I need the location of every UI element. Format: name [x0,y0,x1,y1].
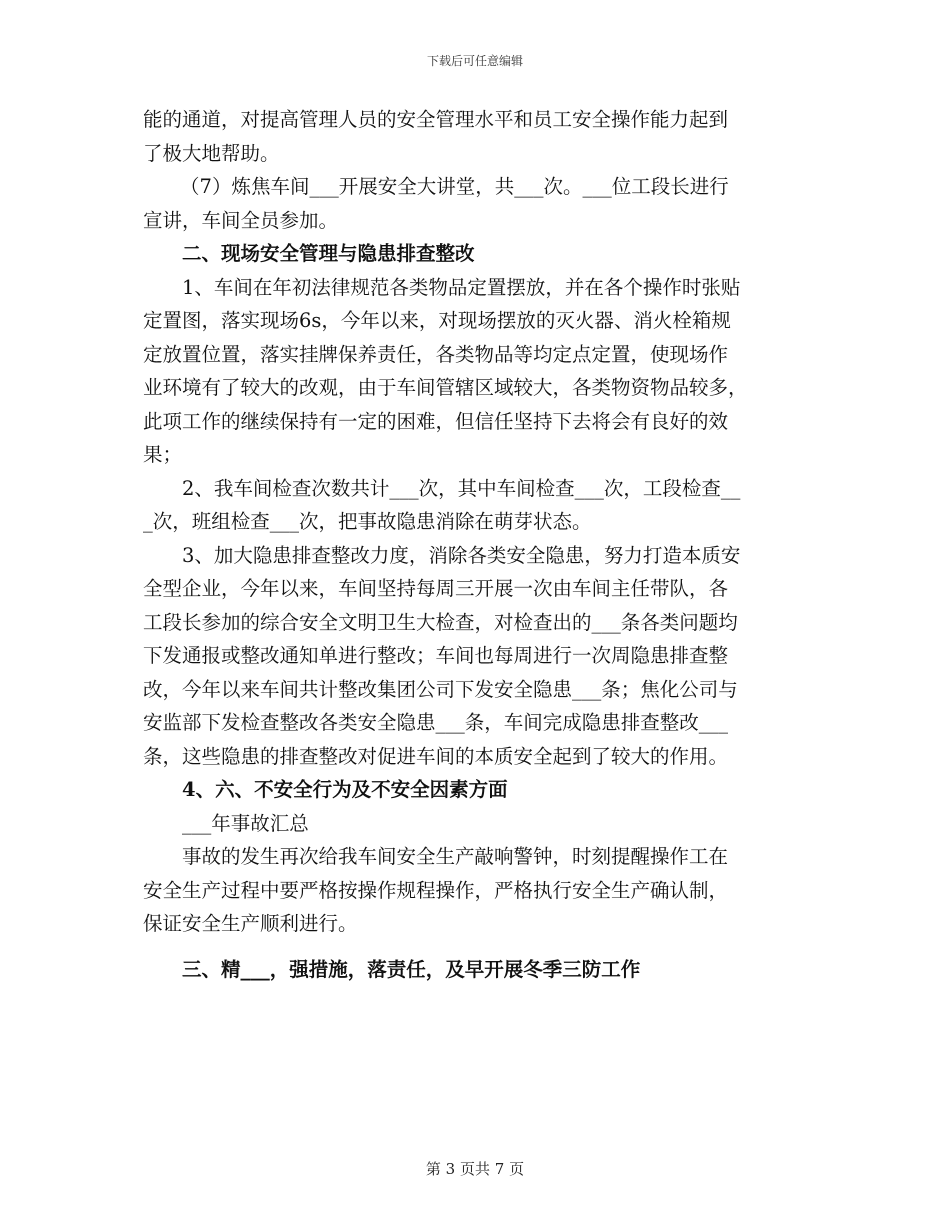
text-line: （7）炼焦车间___开展安全大讲堂，共___次。___位工段长进行 [180,175,729,198]
text-line: 全型企业，今年以来，车间坚持每周三开展一次由车间主任带队，各 [143,577,729,600]
paragraph-8 [143,840,803,941]
heading-line: 4、六、不安全行为及不安全因素方面 [182,778,508,801]
text-line: 保证安全生产顺利进行。 [143,912,358,935]
text-line: 能的通道，对提高管理人员的安全管理水平和员工安全操作能力起到 [143,108,729,131]
page-header: 下载后可任意编辑 [426,54,523,68]
text-line: ___年事故汇总 [182,811,309,835]
paragraph-3 [143,271,803,472]
text-line: 安监部下发检查整改各类安全隐患___条，车间完成隐患排查整改___ [143,711,729,734]
text-line: 工段长参加的综合安全文明卫生大检查，对检查出的___条各类问题均 [143,610,738,634]
text-line: 1、车间在年初法律规范各类物品定置摆放，并在各个操作时张贴 [182,275,741,299]
text-line: 下发通报或整改通知单进行整改；车间也每周进行一次周隐患排查整 [143,644,729,667]
paragraph-7 [143,807,803,841]
section-heading-6 [143,773,803,807]
text-line: 果； [143,443,183,466]
text-line: 定放置位置，落实挂牌保养责任，各类物品等均定点定置，使现场作 [143,342,729,366]
document-body [143,103,803,986]
text-line: _次，班组检查___次，把事故隐患消除在萌芽状态。 [143,510,592,533]
paragraph-4 [143,472,803,539]
text-line: 定置图，落实现场6s，今年以来，对现场摆放的灭火器、消火栓箱规 [143,309,731,332]
text-line: 业环境有了较大的改观，由于车间管辖区域较大，各类物资物品较多， [143,376,748,399]
paragraph-1 [143,103,803,170]
text-line: 2、我车间检查次数共计___次，其中车间检查___次，工段检查__ [182,476,741,500]
heading-line: 二、现场安全管理与隐患排查整改 [182,242,475,265]
paragraph-5 [143,539,803,774]
text-line: 了极大地帮助。 [143,141,280,165]
text-line: 安全生产过程中要严格按操作规程操作，严格执行安全生产确认制， [143,878,729,902]
section-heading-3 [143,953,803,987]
text-line: 此项工作的继续保持有一定的困难，但信任坚持下去将会有良好的效 [143,409,729,433]
text-line: 3、加大隐患排查整改力度，消除各类安全隐患，努力打造本质安 [182,543,741,567]
text-line: 事故的发生再次给我车间安全生产敲响警钟，时刻提醒操作工在 [182,845,729,868]
text-line: 改，今年以来车间共计整改集团公司下发安全隐患___条；焦化公司与 [143,677,738,701]
page-footer: 第 3 页共 7 页 [425,1160,525,1178]
section-heading-2 [143,237,803,271]
text-line: 宣讲，车间全员参加。 [143,208,339,232]
text-line: 条，这些隐患的排查整改对促进车间的本质安全起到了较大的作用。 [143,744,729,768]
heading-line: 三、精___，强措施，落责任，及早开展冬季三防工作 [182,957,641,981]
paragraph-2 [143,170,803,237]
